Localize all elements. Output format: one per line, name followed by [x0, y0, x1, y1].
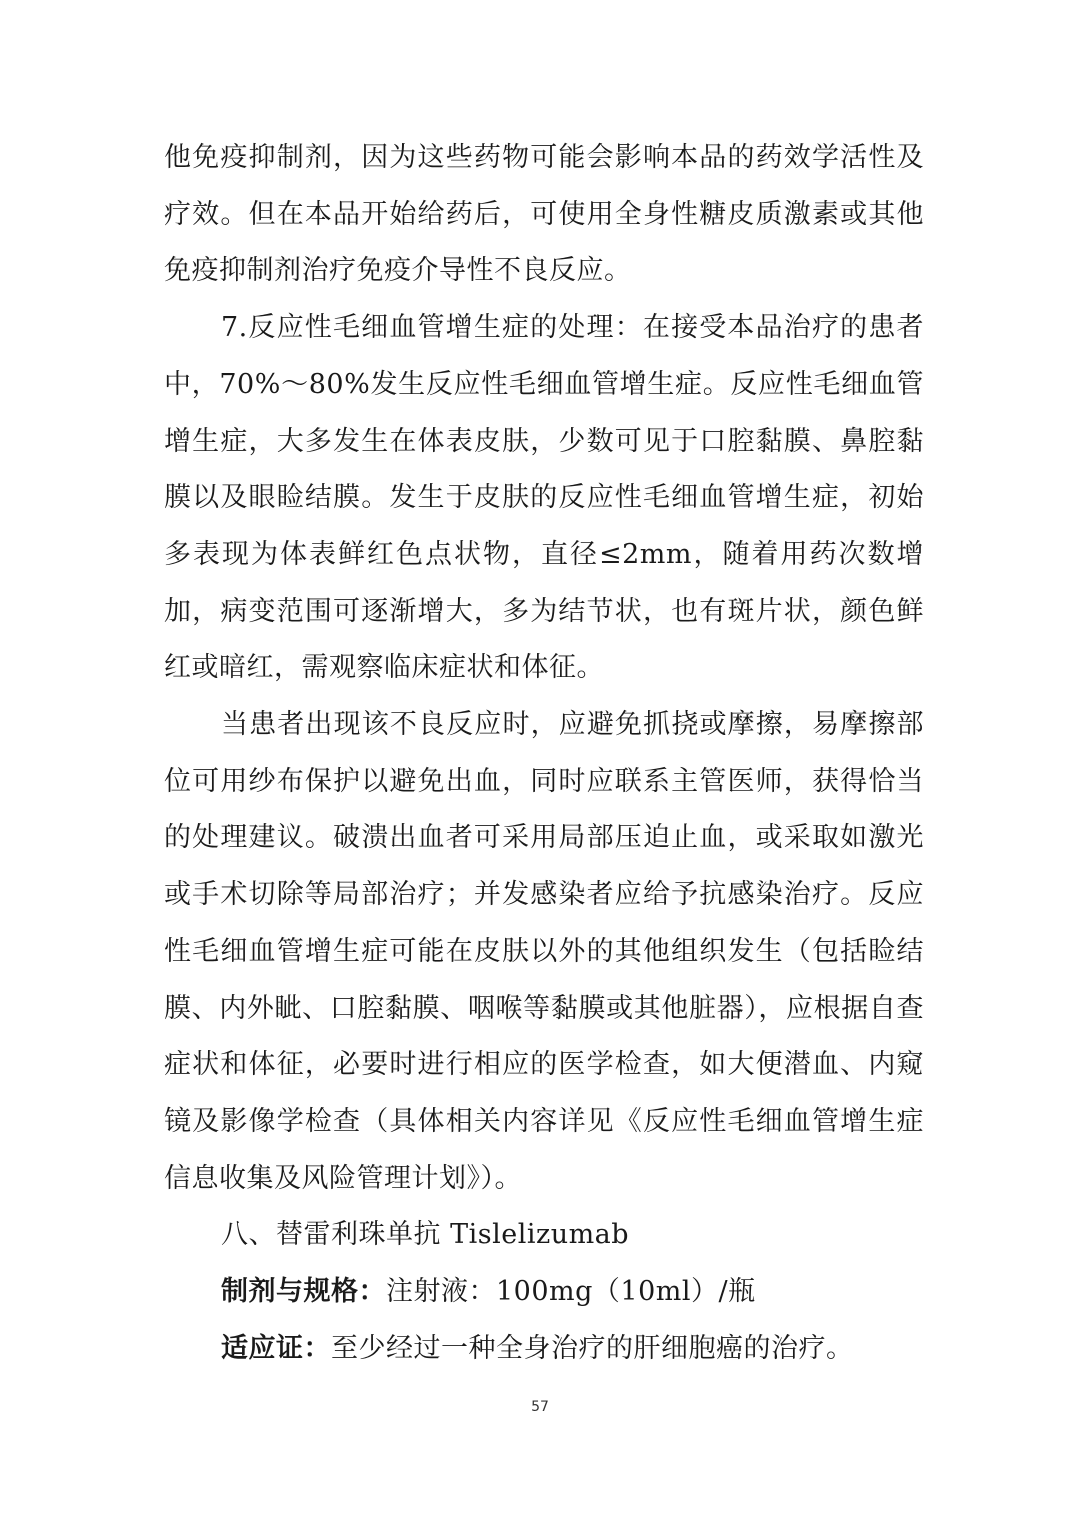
section-heading-tislelizumab: 八、替雷利珠单抗 Tislelizumab — [221, 1219, 630, 1251]
formulation-value: 注射液：100mg（10ml）/瓶 — [386, 1276, 756, 1308]
indication-line — [164, 1321, 924, 1378]
page-body — [164, 130, 924, 1377]
formulation-line — [164, 1264, 924, 1321]
formulation-label: 制剂与规格： — [221, 1276, 386, 1308]
indication-label: 适应证： — [221, 1332, 331, 1364]
indication-value: 至少经过一种全身治疗的肝细胞癌的治疗。 — [331, 1332, 854, 1364]
page-number: 57 — [531, 1399, 549, 1415]
paragraph-continuation: 他免疫抑制剂，因为这些药物可能会影响本品的药效学活性及疗效。但在本品开始给药后，可使用全身性糖皮质激素或其他免疫抑制剂治疗免疫介导性不良反应。 — [164, 142, 924, 287]
paragraph-reactive-capillary-hyperplasia: 7.反应性毛细血管增生症的处理：在接受本品治疗的患者中，70%～80%发生反应性毛细血管增生症。反应性毛细血管增生症，大多发生在体表皮肤，少数可见于口腔黏膜、鼻腔黏膜以及眼睑结膜。发生于皮肤的反应性毛细血管增生症，初始多表现为体表鲜红色点状物，直径≤2mm，随着用药次数增加，病变范围可逐渐增大，多为结节状，也有斑片状，颜色鲜红或暗红，需观察临床症状和体征。 — [164, 312, 924, 684]
paragraph-adverse-reaction-management: 当患者出现该不良反应时，应避免抓挠或摩擦，易摩擦部位可用纱布保护以避免出血，同时应联系主管医师，获得恰当的处理建议。破溃出血者可采用局部压迫止血，或采取如激光或手术切除等局部治疗；并发感染者应给予抗感染治疗。反应性毛细血管增生症可能在皮肤以外的其他组织发生（包括睑结膜、内外眦、口腔黏膜、咽喉等黏膜或其他脏器），应根据自查症状和体征，必要时进行相应的医学检查，如大便潜血、内窥镜及影像学检查（具体相关内容详见《反应性毛细血管增生症信息收集及风险管理计划》）。 — [164, 709, 924, 1194]
